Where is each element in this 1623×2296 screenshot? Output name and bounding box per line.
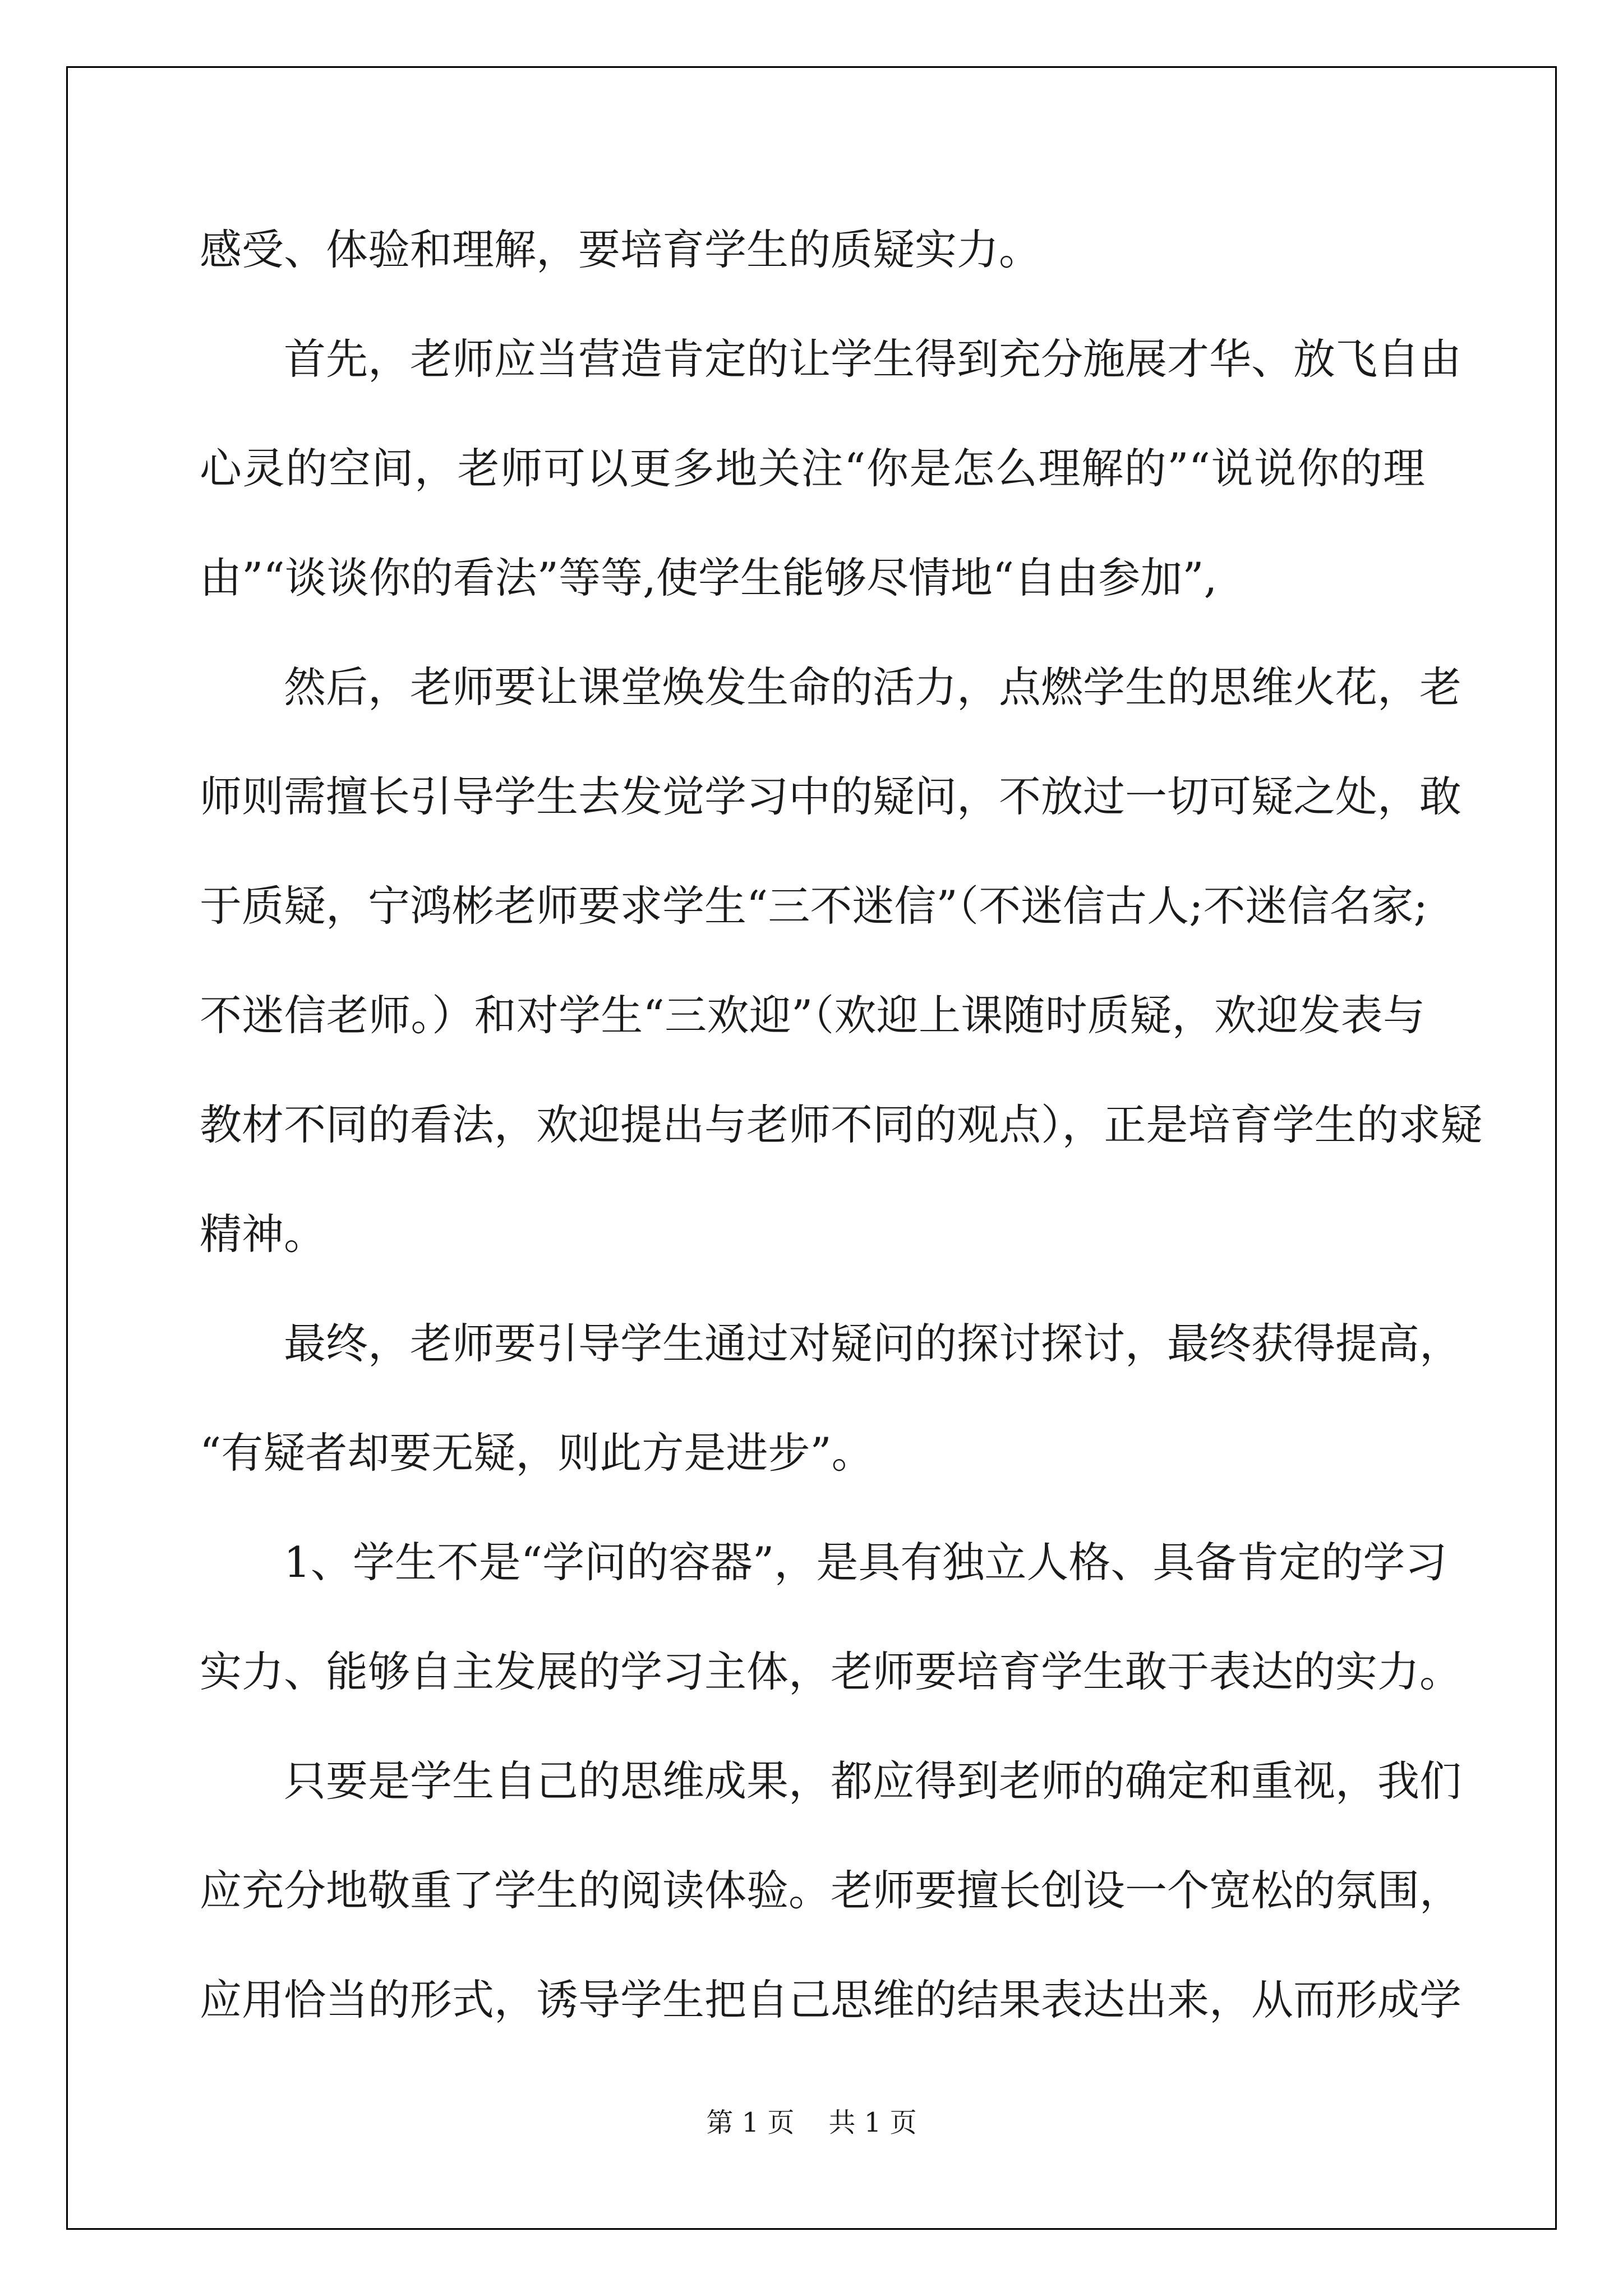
text-line: 感受、体验和理解，要培育学生的质疑实力。 <box>200 225 1041 274</box>
text-line: 实力、能够自主发展的学习主体，老师要培育学生敢于表达的实力。 <box>200 1647 1462 1696</box>
text-line: 最终，老师要引导学生通过对疑问的探讨探讨，最终获得提高， <box>284 1319 1462 1368</box>
text-line: 师则需擅长引导学生去发觉学习中的疑问，不放过一切可疑之处，敢 <box>200 772 1462 821</box>
text-line: 不迷信老师。）和对学生“三欢迎”（欢迎上课随时质疑，欢迎发表与 <box>200 991 1425 1040</box>
text-line: 精神。 <box>200 1209 326 1259</box>
text-line: 只要是学生自己的思维成果，都应得到老师的确定和重视，我们 <box>284 1756 1462 1806</box>
text-line: 1、学生不是“学问的容器”，是具有独立人格、具备肯定的学习 <box>284 1538 1447 1587</box>
text-line: 首先，老师应当营造肯定的让学生得到充分施展才华、放飞自由 <box>284 334 1462 384</box>
document-body <box>200 195 1483 2055</box>
text-line: 由”“谈谈你的看法”等等,使学生能够尽情地“自由参加”, <box>200 553 1218 602</box>
text-line: 教材不同的看法，欢迎提出与老师不同的观点），正是培育学生的求疑 <box>200 1100 1483 1149</box>
text-line: “有疑者却要无疑，则此方是进步”。 <box>200 1428 874 1478</box>
text-line: 应用恰当的形式，诱导学生把自己思维的结果表达出来，从而形成学 <box>200 1975 1462 2024</box>
text-line: 于质疑，宁鸿彬老师要求学生“三不迷信”（不迷信古人;不迷信名家; <box>200 881 1428 931</box>
text-line: 应充分地敬重了学生的阅读体验。老师要擅长创设一个宽松的氛围， <box>200 1866 1462 1915</box>
page-number: 第 1 页 共 1 页 <box>706 2107 917 2138</box>
text-line: 然后，老师要让课堂焕发生命的活力，点燃学生的思维火花，老 <box>284 662 1462 712</box>
text-line: 心灵的空间，老师可以更多地关注“你是怎么理解的”“说说你的理 <box>200 444 1425 493</box>
